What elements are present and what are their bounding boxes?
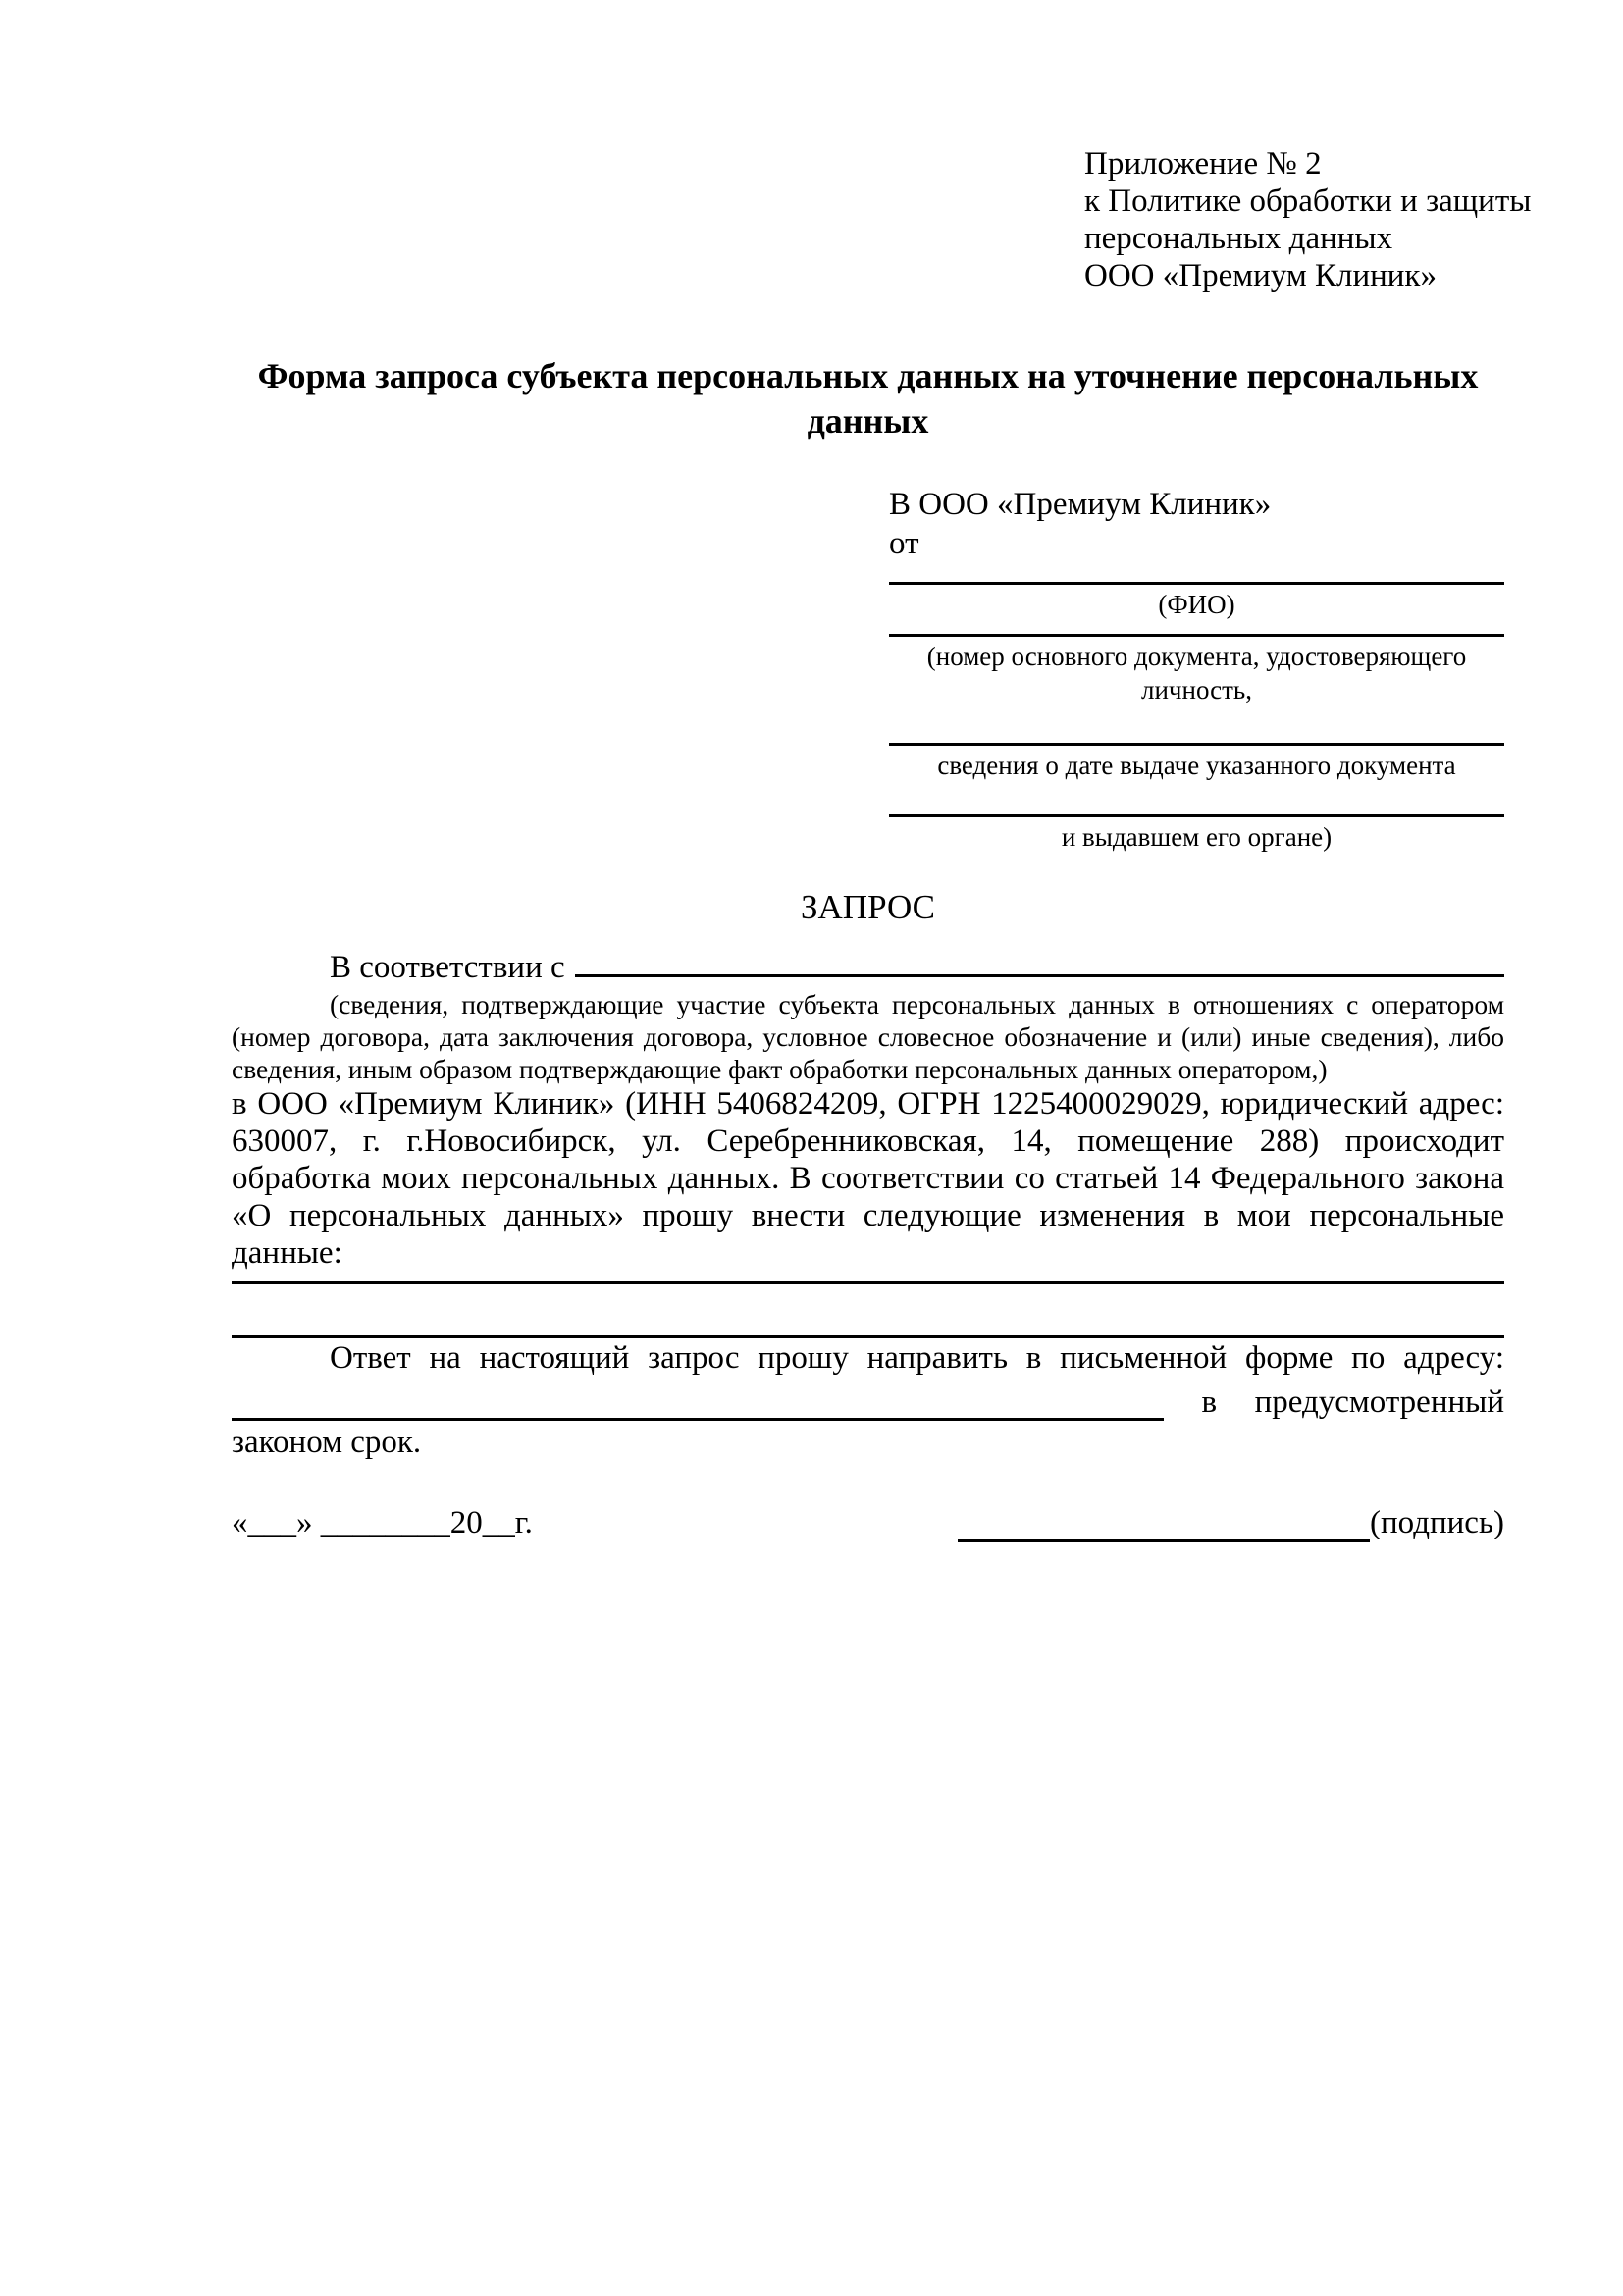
- accordance-blank-line: [575, 942, 1504, 977]
- appendix-header-line: Приложение № 2: [1084, 146, 1322, 182]
- signature-blank-line: [958, 1504, 1370, 1542]
- reply-paragraph-line-2: [232, 1378, 1504, 1421]
- appendix-header: [1084, 145, 1532, 294]
- date-blank-line: «___» ________20__г.: [232, 1505, 533, 1540]
- appendix-header-line: к Политике обработки и защиты: [1084, 183, 1532, 219]
- reply-address-blank-line: [232, 1381, 1164, 1421]
- document-issue-date-caption: сведения о дате выдаче указанного документа: [937, 751, 1456, 780]
- signature-group: [958, 1503, 1504, 1542]
- page-title: Форма запроса субъекта персональных данных на уточнение персональных данных: [257, 356, 1479, 441]
- addressee-block: [889, 485, 1504, 854]
- fio-caption: (ФИО): [1158, 590, 1235, 619]
- document-number-caption: (номер основного документа, удостоверяющего личность,: [926, 642, 1467, 704]
- reply-tail-word: в: [1201, 1384, 1218, 1420]
- request-heading: ЗАПРОС: [800, 888, 936, 926]
- reply-tail-word: предусмотренный: [1254, 1384, 1504, 1420]
- addressee-from-label: от: [889, 526, 919, 561]
- reply-paragraph-line-3: законом срок.: [232, 1425, 422, 1460]
- document-issue-date-blank-line: [889, 706, 1504, 746]
- signature-caption: (подпись): [1370, 1505, 1504, 1540]
- request-body: в ООО «Премиум Клиник» (ИНН 5406824209, ОГРН 1225400029029, юридический адрес: 630007, г. г.Новосибирск, ул. Серебренниковская, 14, помещение 288) происходит обработка моих персональных данных. В соответствии со статьей 14 Федерального закона «О персональных данных» прошу внести следующие изменения в мои персональные данные:: [232, 1086, 1504, 1271]
- document-issuer-caption: и выдавшем его органе): [1061, 822, 1333, 852]
- accordance-prefix: В соответствии с: [330, 950, 565, 985]
- appendix-header-line: ООО «Премиум Клиник»: [1084, 258, 1437, 293]
- date-signature-row: [232, 1503, 1504, 1542]
- appendix-header-line: персональных данных: [1084, 221, 1393, 256]
- document-number-blank-line: [889, 621, 1504, 637]
- changes-blank-line-2: [232, 1284, 1504, 1338]
- accordance-footnote: (сведения, подтверждающие участие субъекта персональных данных в отношениях с оператором (номер договора, дата заключения договора, условное словесное обозначение и (или) иные сведения), либо сведения, иным образом подтверждающие факт обработки персональных данных оператором,): [232, 989, 1504, 1084]
- changes-blank-line-1: [232, 1272, 1504, 1284]
- reply-paragraph-line-1: Ответ на настоящий запрос прошу направить в письменной форме по адресу:: [330, 1340, 1504, 1376]
- accordance-line: [232, 942, 1504, 988]
- fio-blank-line: [889, 563, 1504, 585]
- document-issuer-blank-line: [889, 782, 1504, 817]
- addressee-to: В ООО «Премиум Клиник»: [889, 487, 1272, 522]
